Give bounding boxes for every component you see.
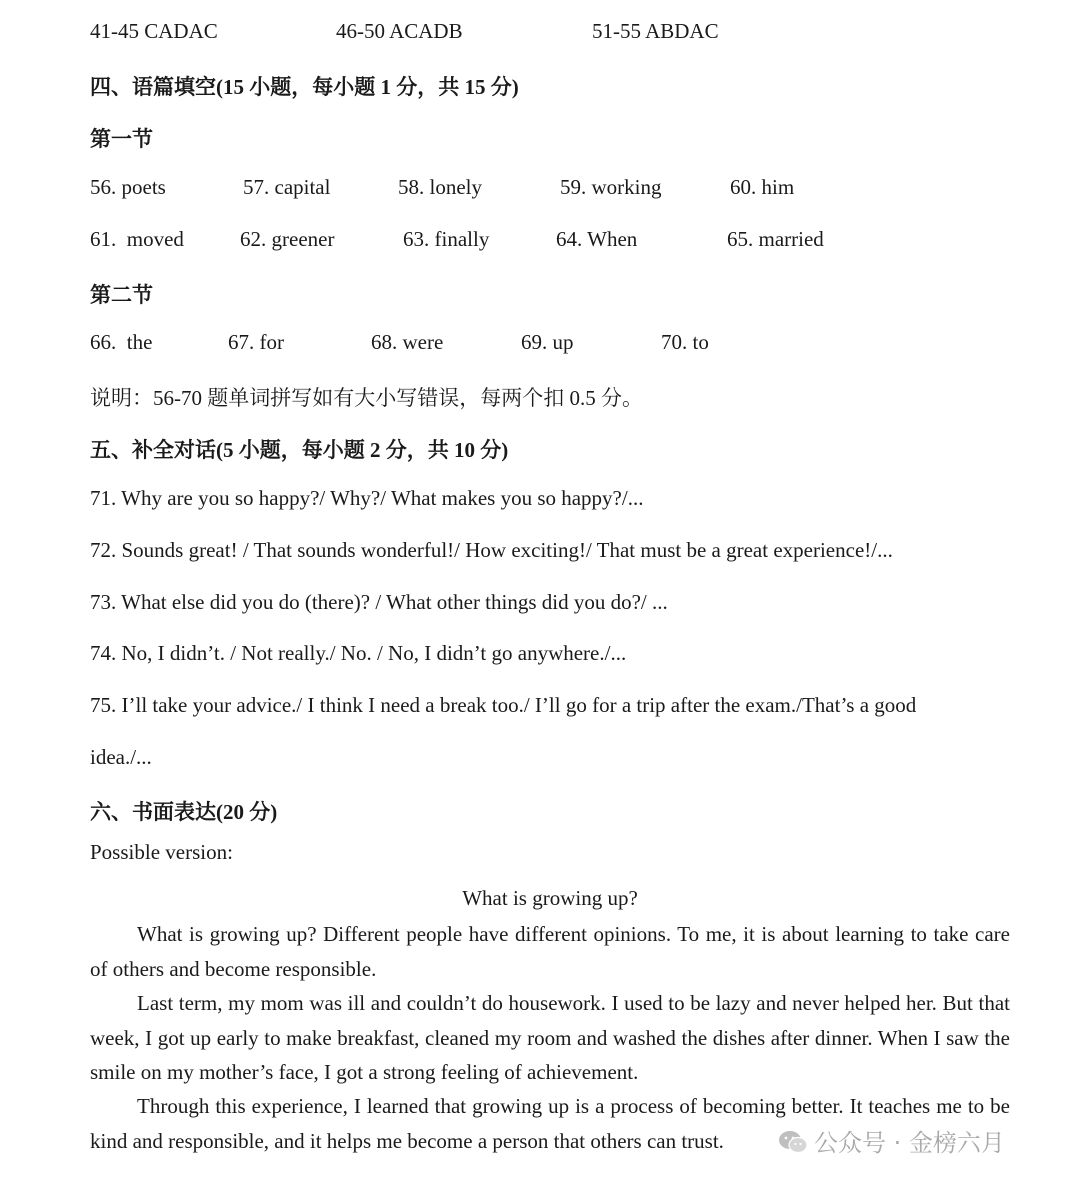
answer-60: 60. him — [730, 175, 795, 199]
section6-heading: 六、书面表达(20 分) — [90, 800, 278, 824]
answer-73: 73. What else did you do (there)? / What other things did you do?/ ... — [90, 590, 668, 614]
watermark-text: 公众号 · 金榜六月 — [814, 1129, 1005, 1157]
section4-part1-label: 第一节 — [90, 127, 153, 151]
mc-answers-41-45: 41-45 CADAC — [90, 19, 218, 43]
possible-version-label: Possible version: — [90, 840, 233, 864]
answer-65: 65. married — [727, 227, 824, 251]
answer-68: 68. were — [371, 330, 444, 354]
answer-72: 72. Sounds great! / That sounds wonderful!/ How exciting!/ That must be a great experience!/... — [90, 538, 893, 562]
answer-61: 61. moved — [90, 227, 184, 251]
essay-paragraph-1: What is growing up? Different people have different opinions. To me, it is about learning to take care of others and become responsible. — [90, 922, 1010, 981]
essay-title: What is growing up? — [462, 886, 638, 910]
section4-part2-label: 第二节 — [90, 283, 153, 307]
wechat-icon — [778, 1129, 814, 1157]
answer-74: 74. No, I didn’t. / Not really./ No. / No, I didn’t go anywhere./... — [90, 641, 627, 665]
section4-heading: 四、语篇填空(15 小题，每小题 1 分，共 15 分) — [90, 75, 519, 99]
answer-64: 64. When — [556, 227, 638, 251]
answer-58: 58. lonely — [398, 175, 482, 199]
answer-59: 59. working — [560, 175, 662, 199]
answer-75-continued: idea./... — [90, 745, 152, 769]
answer-66: 66. the — [90, 330, 153, 354]
section4-note: 说明：56-70 题单词拼写如有大小写错误，每两个扣 0.5 分。 — [90, 386, 643, 410]
answer-67: 67. for — [228, 330, 284, 354]
section5-heading: 五、补全对话(5 小题，每小题 2 分，共 10 分) — [90, 438, 509, 462]
essay-paragraph-2: Last term, my mom was ill and couldn’t do housework. I used to be lazy and never helped her. But that week, I got up early to make breakfast, cleaned my room and washed the dishes after dinner. When I saw the smile on my mother’s face, I got a strong feeling of achievement. — [90, 991, 1010, 1084]
essay-paragraph-3: Through this experience, I learned that growing up is a process of becoming better. It teaches me to be kind and responsible, and it helps me become a person that others can trust. — [90, 1094, 1010, 1153]
answer-70: 70. to — [661, 330, 709, 354]
answer-69: 69. up — [521, 330, 574, 354]
answer-56: 56. poets — [90, 175, 166, 199]
answer-57: 57. capital — [243, 175, 331, 199]
watermark — [778, 1123, 1005, 1158]
answer-75: 75. I’ll take your advice./ I think I need a break too./ I’ll go for a trip after the exam./That’s a good — [90, 693, 917, 717]
mc-answers-46-50: 46-50 ACADB — [336, 19, 463, 43]
answer-63: 63. finally — [403, 227, 490, 251]
answer-62: 62. greener — [240, 227, 335, 251]
mc-answers-51-55: 51-55 ABDAC — [592, 19, 719, 43]
answer-71: 71. Why are you so happy?/ Why?/ What makes you so happy?/... — [90, 486, 644, 510]
